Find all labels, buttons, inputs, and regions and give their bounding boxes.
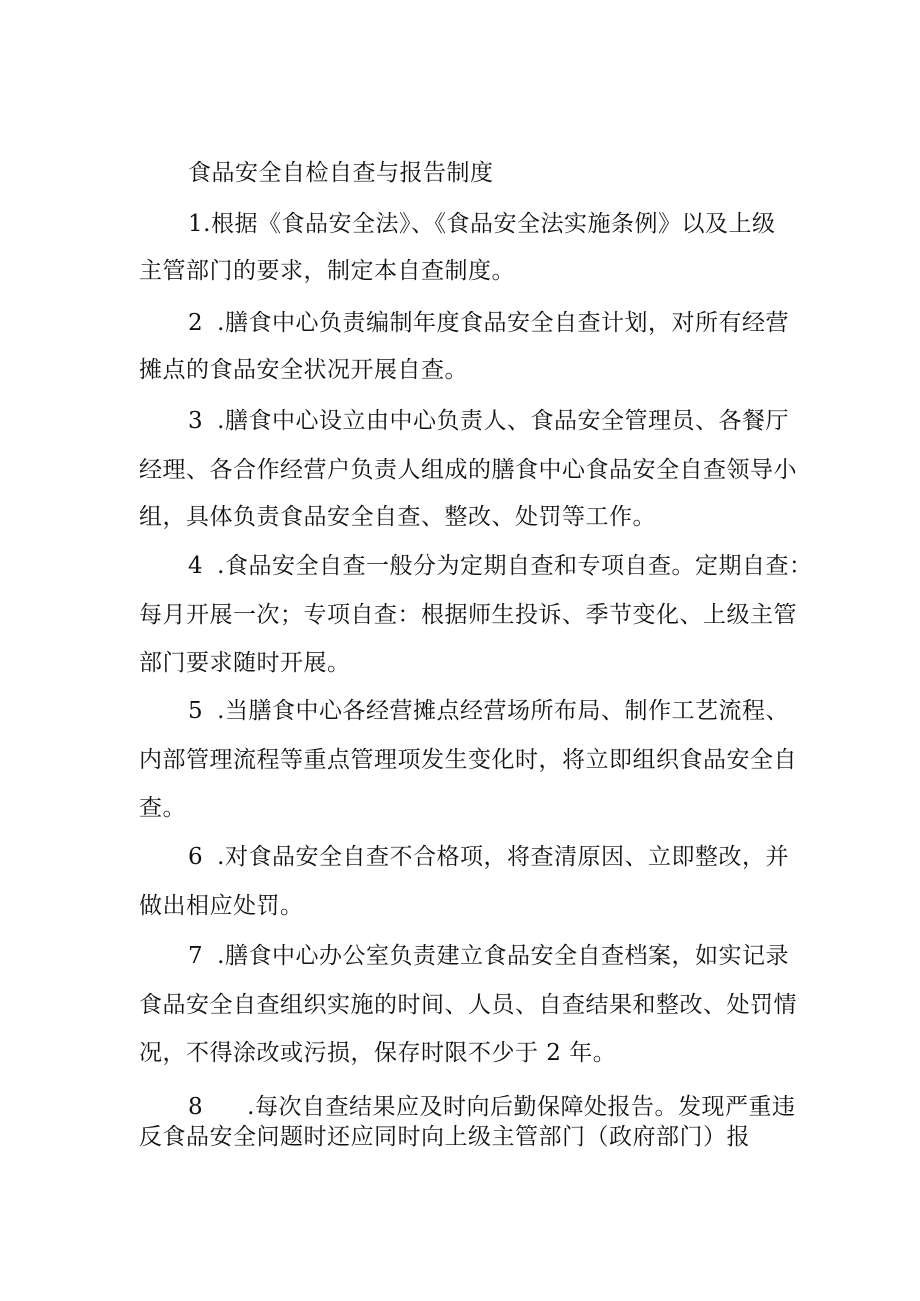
paragraph-8-text: .每次自查结果应及时向后勤保障处报告。发现严重违 [247, 1094, 796, 1120]
paragraph-8-number: 8 [188, 1094, 204, 1120]
paragraph-5-text: .当膳食中心各经营摊点经营场所布局、制作工艺流程、 [217, 698, 789, 724]
paragraph-3-line-2: 经理、各合作经营户负责人组成的膳食中心食品安全自查领导小 [139, 457, 797, 483]
paragraph-2-line-1 [188, 308, 789, 338]
paragraph-6-number: 6 [188, 844, 204, 870]
paragraph-6-line-2: 做出相应处罚。 [139, 893, 304, 919]
paragraph-5-line-2: 内部管理流程等重点管理项发生变化时，将立即组织食品安全自 [139, 747, 797, 773]
paragraph-5-number: 5 [188, 698, 204, 724]
paragraph-5-line-3: 查。 [139, 795, 186, 821]
paragraph-2-number: 2 [188, 310, 204, 336]
paragraph-4-line-3: 部门要求随时开展。 [139, 650, 351, 676]
paragraph-8-line-2: 反食品安全问题时还应同时向上级主管部门（政府部门）报 [139, 1124, 750, 1150]
document-title: 食品安全自检自查与报告制度 [188, 160, 494, 186]
paragraph-1-number: 1. [188, 211, 211, 237]
paragraph-1-line-1 [188, 209, 775, 239]
paragraph-3-text: .膳食中心设立由中心负责人、食品安全管理员、各餐厅 [217, 408, 789, 434]
paragraph-4-text: .食品安全自查一般分为定期自查和专项自查。定期自查： [217, 553, 813, 579]
paragraph-2-line-2: 摊点的食品安全状况开展自查。 [139, 357, 468, 383]
paragraph-1-line-2: 主管部门的要求，制定本自查制度。 [139, 258, 515, 284]
paragraph-6-line-1 [188, 842, 789, 872]
paragraph-7-number: 7 [188, 943, 204, 969]
paragraph-7-line-3: 况，不得涂改或污损，保存时限不少于 2 年。 [139, 1040, 617, 1066]
paragraph-7-line-1 [188, 941, 789, 971]
paragraph-5-line-1 [188, 696, 789, 726]
paragraph-8-line-1 [188, 1092, 795, 1122]
paragraph-7-text: .膳食中心办公室负责建立食品安全自查档案，如实记录 [217, 943, 789, 969]
paragraph-6-text: .对食品安全自查不合格项，将查清原因、立即整改，并 [217, 844, 789, 870]
paragraph-4-line-2: 每月开展一次；专项自查：根据师生投诉、季节变化、上级主管 [139, 602, 797, 628]
paragraph-4-line-1 [188, 551, 812, 581]
paragraph-4-number: 4 [188, 553, 204, 579]
paragraph-7-line-2: 食品安全自查组织实施的时间、人员、自查结果和整改、处罚情 [139, 992, 797, 1018]
paragraph-3-line-3: 组，具体负责食品安全自查、整改、处罚等工作。 [139, 504, 656, 530]
paragraph-1-text: 根据《食品安全法》、《食品安全法实施条例》以及上级 [210, 211, 776, 237]
paragraph-3-number: 3 [188, 408, 204, 434]
paragraph-2-text: .膳食中心负责编制年度食品安全自查计划，对所有经营 [217, 310, 789, 336]
paragraph-3-line-1 [188, 406, 789, 436]
